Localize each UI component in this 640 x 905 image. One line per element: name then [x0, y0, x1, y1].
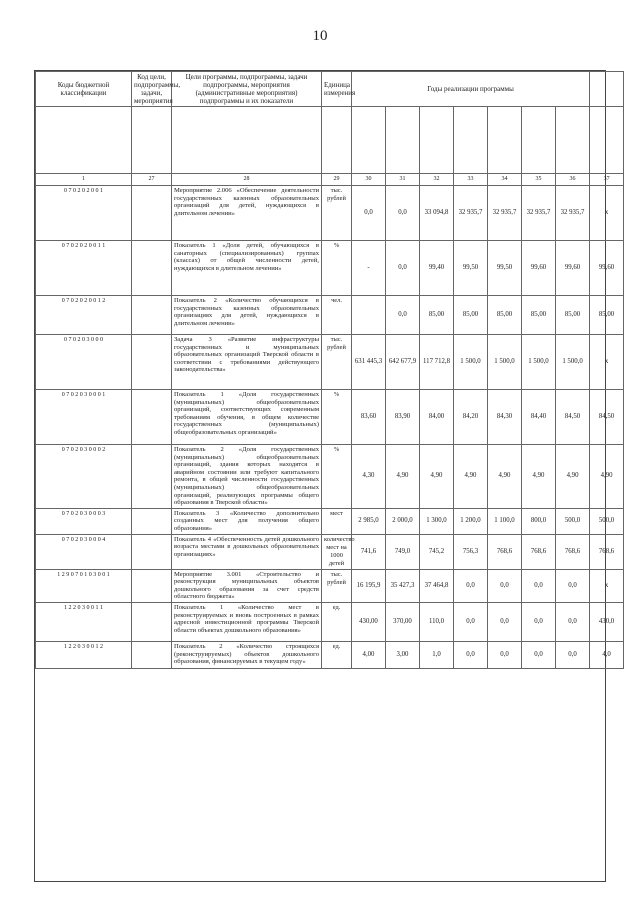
row-value: 4,90	[454, 445, 488, 509]
row-goal-code	[132, 241, 172, 296]
row-value: 85,00	[454, 296, 488, 335]
row-value: 1 100,0	[488, 508, 522, 534]
row-value: 756,3	[454, 534, 488, 569]
header-year	[420, 107, 454, 174]
row-value: 0,0	[522, 641, 556, 668]
row-value: 0,0	[488, 641, 522, 668]
header-classification: Коды бюджетной классификации	[36, 72, 132, 107]
row-name: Показатель 4 «Обеспеченность детей дошкольного возраста местами в дошкольных образовательных организациях»	[172, 534, 322, 569]
row-value: 110,0	[420, 602, 454, 641]
row-code: 0 7 0 2 0 2 0 0 1 1	[36, 241, 132, 296]
table-row	[36, 241, 624, 296]
row-value: 4,90	[386, 445, 420, 509]
row-name: Мероприятие 2.006 «Обеспечение деятельности государственных казенных образовательных организаций для детей, нуждающихся в длительном лечении»	[172, 186, 322, 241]
row-value: 642 677,9	[386, 335, 420, 390]
table-row	[36, 335, 624, 390]
column-number: 36	[556, 174, 590, 186]
column-number: 27	[132, 174, 172, 186]
row-target: x	[590, 569, 624, 602]
row-code: 1 2 2 0 3 0 0 1 1	[36, 602, 132, 641]
row-goal-code	[132, 602, 172, 641]
header-year	[386, 107, 420, 174]
row-goal-code	[132, 445, 172, 509]
row-value: 37 464,8	[420, 569, 454, 602]
row-value: 1 500,0	[454, 335, 488, 390]
table-row	[36, 186, 624, 241]
row-value: 741,6	[352, 534, 386, 569]
row-value: 0,0	[556, 641, 590, 668]
row-code: 0 7 0 2 0 2 0 0 1 2	[36, 296, 132, 335]
row-code: 0 7 0 2 0 3 0 0 0 3	[36, 508, 132, 534]
row-goal-code	[132, 569, 172, 602]
row-value: 0,0	[488, 569, 522, 602]
row-value: 1 300,0	[420, 508, 454, 534]
row-goal-code	[132, 390, 172, 445]
row-value: 16 195,9	[352, 569, 386, 602]
row-unit: %	[322, 390, 352, 445]
column-number: 33	[454, 174, 488, 186]
row-name: Показатель 2 «Доля государственных (муниципальных) общеобразовательных организаций, здания которых находятся в аварийном состоянии или требуют капитального ремонта, в общей численности государственных (муниципальных) общеобразовательных организаций, реализующих программы общего образования в Тверской области»	[172, 445, 322, 509]
header-year	[556, 107, 590, 174]
row-value: 0,0	[454, 569, 488, 602]
row-target: x	[590, 335, 624, 390]
row-value: 117 712,8	[420, 335, 454, 390]
table-row	[36, 508, 624, 534]
header-name: Цели программы, подпрограммы, задачи подпрограммы, мероприятия (административные мероприятия) подпрограммы и их показатели	[172, 72, 322, 107]
row-value: 768,6	[488, 534, 522, 569]
row-value: 800,0	[522, 508, 556, 534]
row-value: 85,00	[522, 296, 556, 335]
table-row	[36, 534, 624, 569]
row-value: 430,00	[352, 602, 386, 641]
row-value: 99,40	[420, 241, 454, 296]
row-goal-code	[132, 186, 172, 241]
header-financing: Годы реализации программы	[352, 72, 590, 107]
column-number: 28	[172, 174, 322, 186]
row-value: 35 427,3	[386, 569, 420, 602]
table-row	[36, 445, 624, 509]
header-sub-blank	[36, 107, 132, 174]
table-row	[36, 641, 624, 668]
row-unit: %	[322, 445, 352, 509]
column-number: 31	[386, 174, 420, 186]
row-target: x	[590, 186, 624, 241]
row-value: 2 000,0	[386, 508, 420, 534]
row-code: 0 7 0 2 0 2 0 0 1	[36, 186, 132, 241]
header-target	[590, 72, 624, 107]
row-unit: тыс. рублей	[322, 186, 352, 241]
row-name: Показатель 2 «Количество обучающихся в государственных казенных образовательных организациях для детей, нуждающихся в длительном лечении»	[172, 296, 322, 335]
header-year	[454, 107, 488, 174]
column-number: 30	[352, 174, 386, 186]
row-target: 4,0	[590, 641, 624, 668]
row-goal-code	[132, 335, 172, 390]
row-value: 0,0	[522, 602, 556, 641]
row-value: 99,60	[556, 241, 590, 296]
row-target: 768,6	[590, 534, 624, 569]
row-code: 0 7 0 2 0 3 0 0 0 4	[36, 534, 132, 569]
row-goal-code	[132, 534, 172, 569]
row-value: 0,0	[352, 186, 386, 241]
row-name: Задача 3 «Развитие инфраструктуры государственных и муниципальных образовательных организаций Тверской области в соответствии с требованиями действующего законодательства»	[172, 335, 322, 390]
row-value: 749,0	[386, 534, 420, 569]
column-number: 29	[322, 174, 352, 186]
page-number: 10	[312, 28, 328, 44]
row-name: Показатель 1 «Доля государственных (муниципальных) общеобразовательных организаций, соответствующих современным требованиям обучения, в общем количестве государственных (муниципальных) общеобразовательных организаций»	[172, 390, 322, 445]
row-value: 4,30	[352, 445, 386, 509]
row-code: 1 2 9 0 7 0 1 0 3 0 0 1	[36, 569, 132, 602]
column-number-row	[36, 174, 624, 186]
row-value: 1 200,0	[454, 508, 488, 534]
row-value: 0,0	[386, 186, 420, 241]
header-year	[522, 107, 556, 174]
row-target: 85,00	[590, 296, 624, 335]
row-value: 0,0	[522, 569, 556, 602]
row-value: 99,50	[454, 241, 488, 296]
row-value: 0,0	[386, 241, 420, 296]
row-value: 99,50	[488, 241, 522, 296]
table-row	[36, 602, 624, 641]
row-value: 4,90	[522, 445, 556, 509]
row-value: 85,00	[488, 296, 522, 335]
row-goal-code	[132, 508, 172, 534]
header-base-value	[352, 107, 386, 174]
row-value: 85,00	[556, 296, 590, 335]
row-value: 32 935,7	[488, 186, 522, 241]
row-target: 84,50	[590, 390, 624, 445]
row-code: 1 2 2 0 3 0 0 1 2	[36, 641, 132, 668]
row-value: 500,0	[556, 508, 590, 534]
column-number: 37	[590, 174, 624, 186]
row-value: 84,20	[454, 390, 488, 445]
table-row	[36, 569, 624, 602]
row-value: 84,50	[556, 390, 590, 445]
row-value: 4,90	[488, 445, 522, 509]
row-goal-code	[132, 641, 172, 668]
row-value: 3,00	[386, 641, 420, 668]
row-unit: мест	[322, 508, 352, 534]
row-value: 32 935,7	[556, 186, 590, 241]
row-value: 84,00	[420, 390, 454, 445]
row-value: 768,6	[556, 534, 590, 569]
row-unit: тыс. рублей	[322, 335, 352, 390]
header-sub-blank	[590, 107, 624, 174]
row-value: 1 500,0	[488, 335, 522, 390]
row-unit: ед.	[322, 602, 352, 641]
row-value: 85,00	[420, 296, 454, 335]
row-name: Мероприятие 3.001 «Строительство и реконструкция муниципальных объектов дошкольного образования за счет средств областного бюджета»	[172, 569, 322, 602]
row-value: 84,40	[522, 390, 556, 445]
row-code: 0 7 0 2 0 3 0 0 0	[36, 335, 132, 390]
row-value: 4,90	[420, 445, 454, 509]
row-value: 1 500,0	[522, 335, 556, 390]
row-unit: тыс. рублей	[322, 569, 352, 602]
row-target: 430,0	[590, 602, 624, 641]
row-value	[352, 296, 386, 335]
row-value: 0,0	[488, 602, 522, 641]
row-value: 0,0	[454, 641, 488, 668]
table-row	[36, 296, 624, 335]
row-value: 745,2	[420, 534, 454, 569]
row-unit: чел.	[322, 296, 352, 335]
row-value: 99,60	[522, 241, 556, 296]
row-value: 32 935,7	[522, 186, 556, 241]
row-value: 0,0	[556, 569, 590, 602]
row-value: 2 985,0	[352, 508, 386, 534]
header-subrow	[36, 107, 624, 174]
row-code: 0 7 0 2 0 3 0 0 0 2	[36, 445, 132, 509]
row-value: 768,6	[522, 534, 556, 569]
header-sub-blank	[322, 107, 352, 174]
row-value: 631 445,3	[352, 335, 386, 390]
row-value: 32 935,7	[454, 186, 488, 241]
row-value: 33 094,8	[420, 186, 454, 241]
row-target: 4,90	[590, 445, 624, 509]
row-value: 4,00	[352, 641, 386, 668]
row-unit: %	[322, 241, 352, 296]
header-unit: Единица измерения	[322, 72, 352, 107]
row-name: Показатель 2 «Количество строящихся (реконструируемых) объектов дошкольного образования, финансируемых в текущем году»	[172, 641, 322, 668]
header-sub-blank	[132, 107, 172, 174]
row-value: 84,30	[488, 390, 522, 445]
row-name: Показатель 1 «Доля детей, обучающихся в санаторных (специализированных) группах (классах) от общей численности детей, нуждающихся в длительном лечении»	[172, 241, 322, 296]
row-code: 0 7 0 2 0 3 0 0 0 1	[36, 390, 132, 445]
header-sub-blank	[172, 107, 322, 174]
row-name: Показатель 3 «Количество дополнительно созданных мест для получения общего образования»	[172, 508, 322, 534]
header-row	[36, 72, 624, 107]
row-value: 1 500,0	[556, 335, 590, 390]
header-goal-codes: Код цели, подпрограммы, задачи, мероприятия	[132, 72, 172, 107]
row-name: Показатель 1 «Количество мест в реконструируемых и вновь построенных в рамках адресной инвестиционной программы Тверской области объектах дошкольного образования»	[172, 602, 322, 641]
row-value: -	[352, 241, 386, 296]
column-number: 1	[36, 174, 132, 186]
row-goal-code	[132, 296, 172, 335]
row-target: 99,60	[590, 241, 624, 296]
column-number: 35	[522, 174, 556, 186]
row-value: 83,90	[386, 390, 420, 445]
row-unit: количество мест на 1000 детей	[322, 534, 352, 569]
row-value: 370,00	[386, 602, 420, 641]
row-value: 0,0	[556, 602, 590, 641]
row-value: 1,0	[420, 641, 454, 668]
row-unit: ед.	[322, 641, 352, 668]
row-target: 500,0	[590, 508, 624, 534]
header-year	[488, 107, 522, 174]
row-value: 4,90	[556, 445, 590, 509]
column-number: 34	[488, 174, 522, 186]
column-number: 32	[420, 174, 454, 186]
row-value: 0,0	[386, 296, 420, 335]
table-row	[36, 390, 624, 445]
budget-table-sheet	[34, 70, 615, 882]
row-value: 0,0	[454, 602, 488, 641]
row-value: 83,60	[352, 390, 386, 445]
program-indicators-table	[35, 71, 624, 669]
